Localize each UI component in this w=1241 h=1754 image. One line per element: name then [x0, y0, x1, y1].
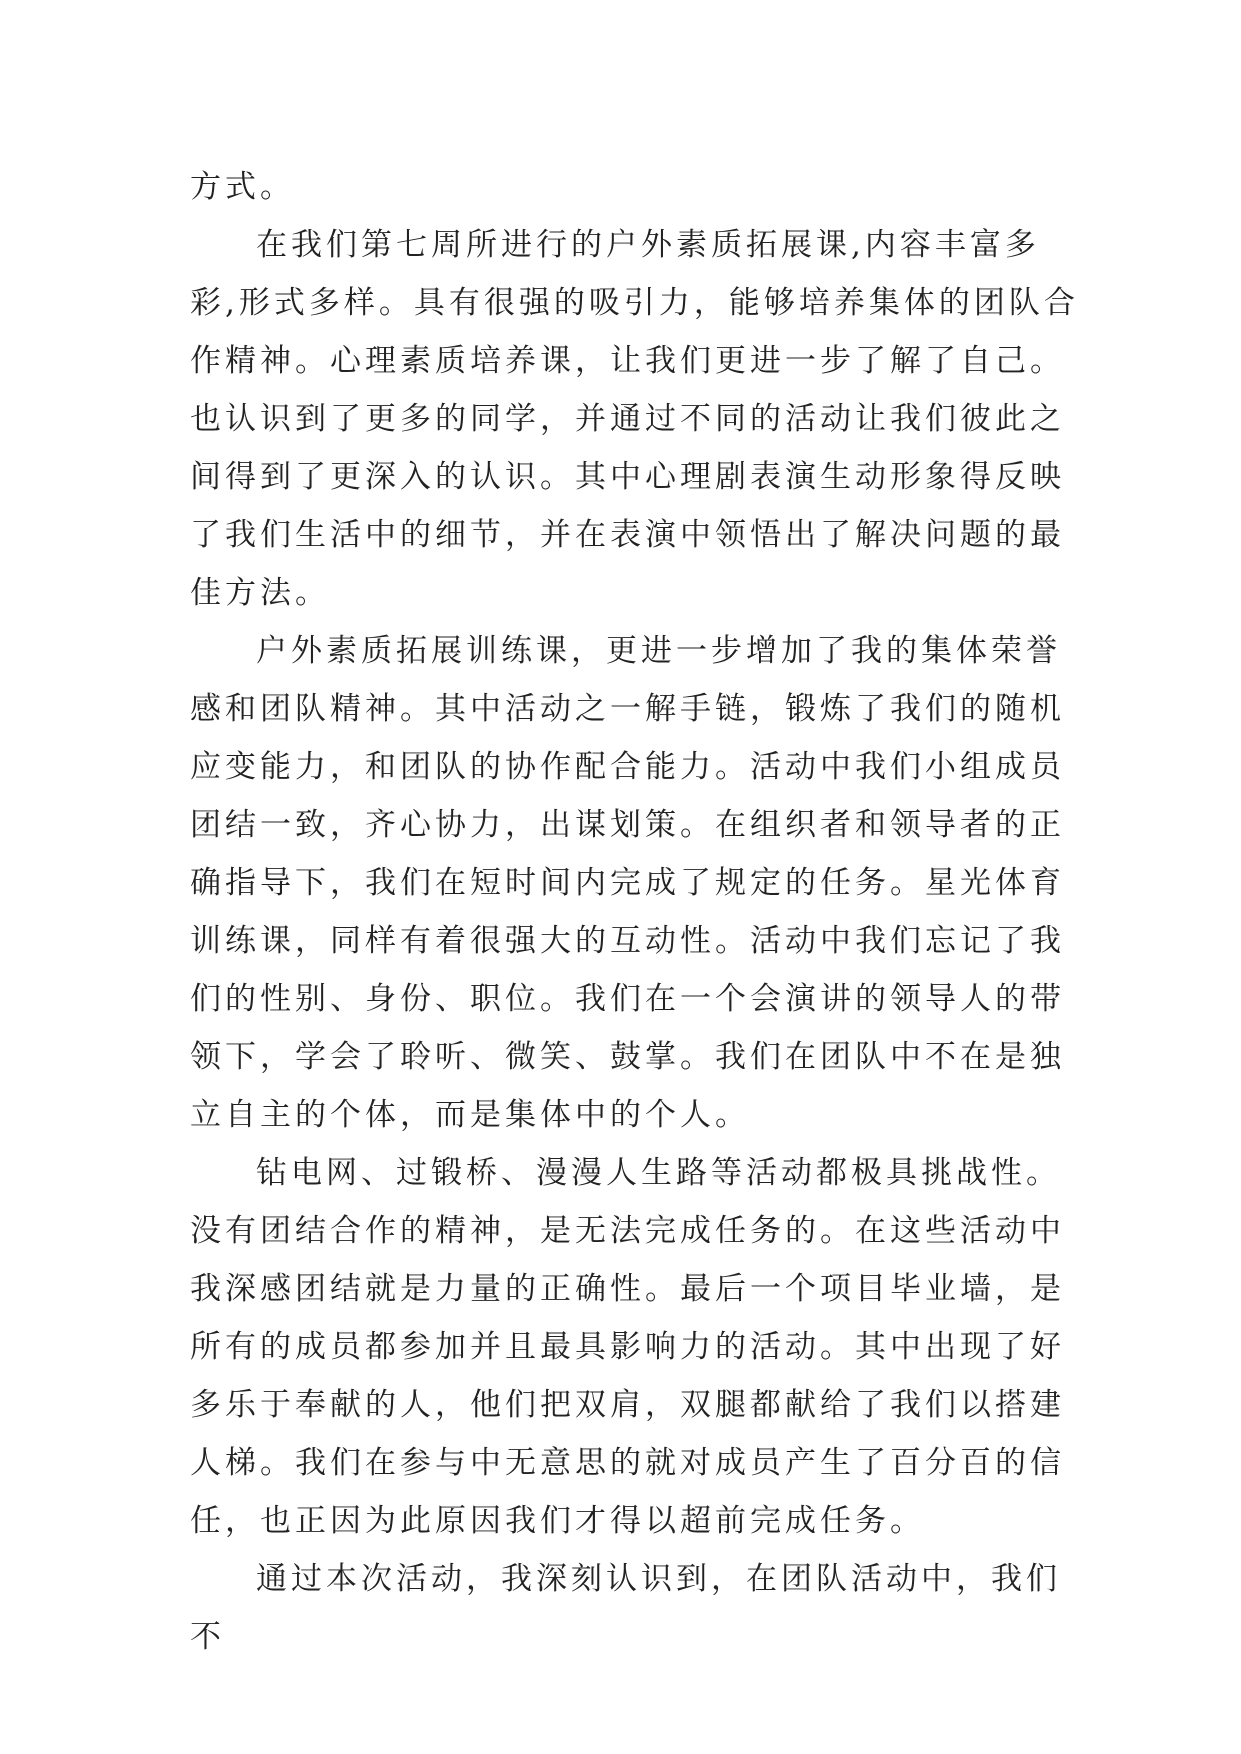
paragraph-outdoor-course: 在我们第七周所进行的户外素质拓展课,内容丰富多彩,形式多样。具有很强的吸引力，能够培养集体的团队合作精神。心理素质培养课，让我们更进一步了解了自己。也认识到了更多的同学，并通过不同的活动让我们彼此之间得到了更深入的认识。其中心理剧表演生动形象得反映了我们生活中的细节，并在表演中领悟出了解决问题的最佳方法。: [190, 227, 1079, 611]
paragraph-challenge-activities: 钻电网、过锻桥、漫漫人生路等活动都极具挑战性。没有团结合作的精神，是无法完成任务的。在这些活动中我深感团结就是力量的正确性。最后一个项目毕业墙，是所有的成员都参加并且最具影响力的活动。其中出现了好多乐于奉献的人，他们把双肩，双腿都献给了我们以搭建人梯。我们在参与中无意思的就对成员产生了百分百的信任，也正因为此原因我们才得以超前完成任务。: [190, 1155, 1065, 1539]
paragraph-team-training: 户外素质拓展训练课，更进一步增加了我的集体荣誉感和团队精神。其中活动之一解手链，锻炼了我们的随机应变能力，和团队的协作配合能力。活动中我们小组成员团结一致，齐心协力，出谋划策。在组织者和领导者的正确指导下，我们在短时间内完成了规定的任务。星光体育训练课，同样有着很强大的互动性。活动中我们忘记了我们的性别、身份、职位。我们在一个会演讲的领导人的带领下，学会了聆听、微笑、鼓掌。我们在团队中不在是独立自主的个体，而是集体中的个人。: [190, 633, 1065, 1133]
paragraph-conclusion-start: 通过本次活动，我深刻认识到，在团队活动中，我们不: [190, 1561, 1061, 1655]
document-body: [190, 158, 1080, 1666]
paragraph-continuation: 方式。: [190, 169, 295, 205]
